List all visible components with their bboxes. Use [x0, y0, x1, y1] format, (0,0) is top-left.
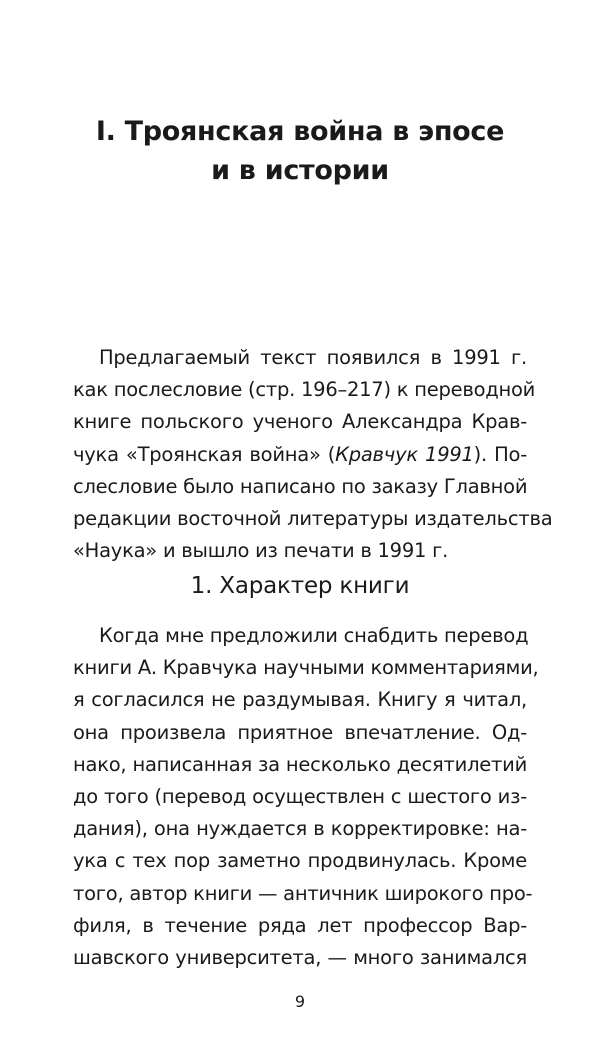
paragraph-line: шавского университета, — много занимался	[73, 945, 527, 969]
paragraph-line: дания), она нуждается в корректировке: на-	[73, 817, 527, 841]
page-number: 9	[294, 992, 306, 1011]
chapter-title-line-1: I. Троянская война в эпосе	[95, 116, 505, 147]
paragraph-line: слесловие было написано по заказу Главной	[73, 474, 528, 498]
paragraph-line: как послесловие (стр. 196–217) к переводной	[73, 378, 536, 402]
paragraph-line	[73, 439, 527, 471]
paragraph-line: книги А. Кравчука научными комментариями,	[73, 656, 539, 680]
chapter-title-line-2: и в истории	[211, 155, 389, 186]
paragraph-line: Предлагаемый текст появился в 1991 г.	[99, 346, 527, 369]
intro-paragraph	[73, 342, 553, 567]
paragraph-line: редакции восточной литературы издательства	[73, 506, 553, 530]
paragraph-line: того, автор книги — античник широкого про-	[73, 881, 533, 905]
paragraph-line: я согласился не раздумывая. Книгу я читал,	[73, 688, 527, 712]
paragraph-line: до того (перевод осуществлен с шестого из-	[73, 784, 527, 808]
paragraph-line: она произвела приятное впечатление. Од-	[73, 720, 527, 744]
line-text: ). По-	[473, 442, 528, 466]
paragraph-line: книге польского ученого Александра Крав-	[73, 410, 527, 434]
paragraph-line: Когда мне предложили снабдить перевод	[99, 624, 529, 647]
chapter-title	[60, 112, 540, 190]
paragraph-line: нако, написанная за несколько десятилетий	[73, 752, 527, 776]
line-text: чука «Троянская война» (	[73, 442, 336, 466]
paragraph-line: ука с тех пор заметно продвинулась. Кроме	[73, 849, 527, 873]
section-heading: 1. Характер книги	[190, 573, 410, 599]
citation-reference: Кравчук 1991	[335, 442, 474, 466]
paragraph-line: филя, в течение ряда лет профессор Вар-	[73, 913, 527, 937]
paragraph-line: «Наука» и вышло из печати в 1991 г.	[73, 539, 449, 563]
main-paragraph	[73, 620, 539, 974]
